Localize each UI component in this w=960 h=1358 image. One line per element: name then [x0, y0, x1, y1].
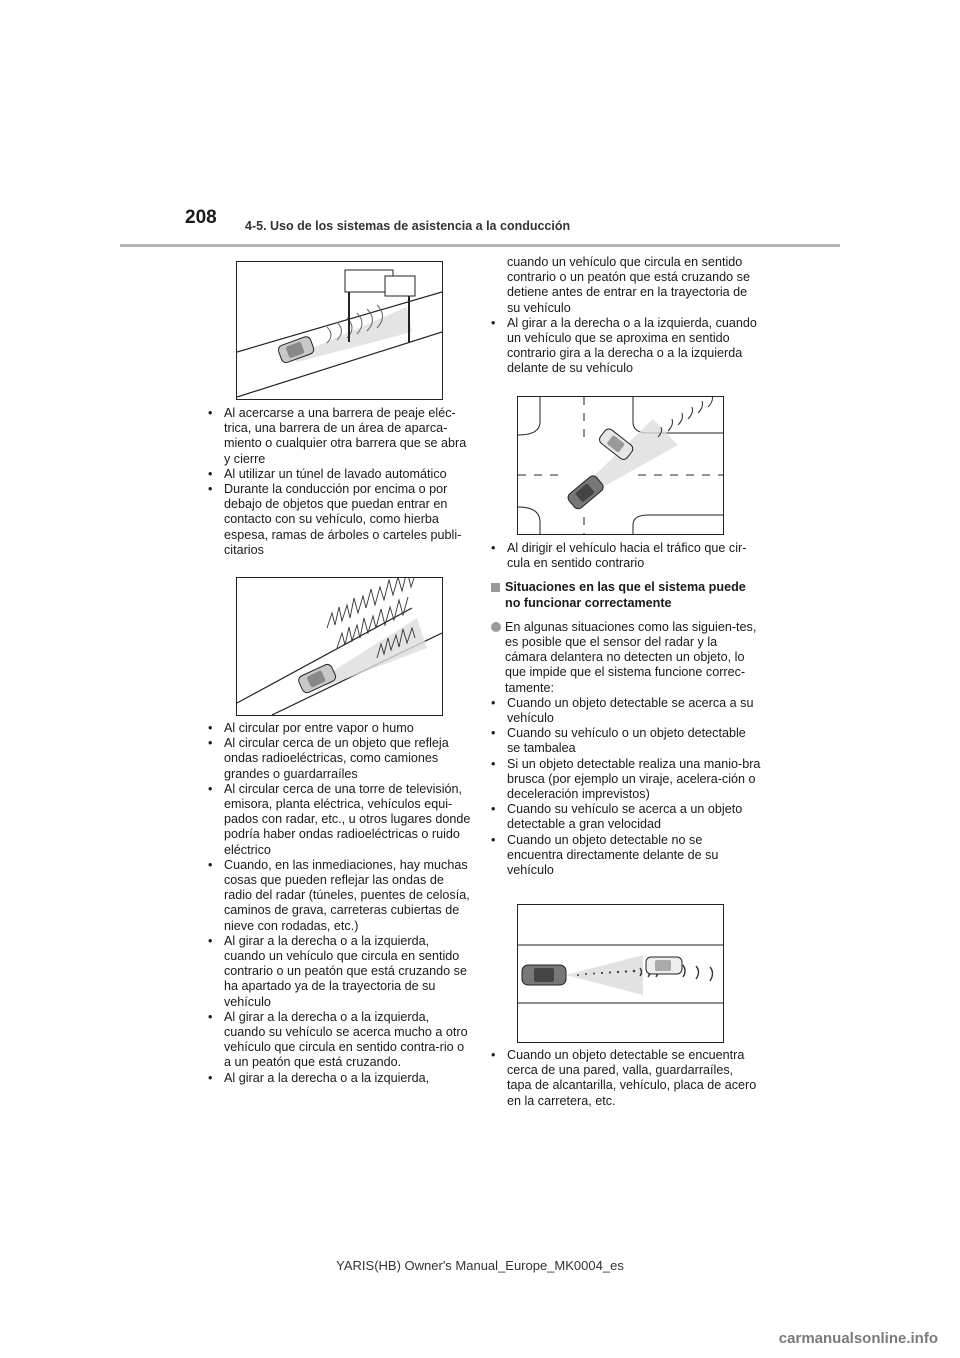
list-item: • Cuando, en las inmediaciones, hay muchas cosas que pueden reflejar las ondas de radio del radar (túneles, puentes de celosía, caminos de grava, carreteras cubiertas de nieve con rodadas, etc.)	[208, 858, 473, 934]
list-item: • Al girar a la derecha o a la izquierda, cuando un vehículo que circula en sentido contrario o un peatón que está cruzando se ha apartado ya de la trayectoria de su vehículo	[208, 934, 473, 1010]
list-item: • Cuando un objeto detectable se encuentra cerca de una pared, valla, guardarraíles, tapa de alcantarilla, vehículo, placa de acero en la carretera, etc.	[491, 1048, 761, 1109]
list-item: • Cuando su vehículo se acerca a un objeto detectable a gran velocidad	[491, 802, 761, 832]
header-divider	[120, 244, 840, 247]
list-item: • Al girar a la derecha o a la izquierda,	[208, 1071, 473, 1086]
bullet-list-detection	[491, 696, 761, 878]
subheading-text: Situaciones en las que el sistema puede no funcionar correctamente	[505, 580, 746, 610]
circle-bullet-icon	[491, 622, 501, 632]
figure-toll-barrier	[236, 261, 443, 400]
bullet-list-turning	[491, 316, 761, 377]
bullet-list-oncoming	[491, 541, 761, 571]
footer-manual-id: YARIS(HB) Owner's Manual_Europe_MK0004_es	[336, 1258, 624, 1273]
continuation-text	[491, 255, 761, 316]
list-item: • Al circular cerca de un objeto que refleja ondas radioeléctricas, como camiones grandes o guardarraíles	[208, 736, 473, 782]
list-item: • Al dirigir el vehículo hacia el tráfico que cir-cula en sentido contrario	[491, 541, 761, 571]
list-item: • Al acercarse a una barrera de peaje eléc-trica, una barrera de un área de aparca-miento o cualquier otra barrera que se abra y cierre	[208, 406, 473, 467]
bullet-list-interference	[208, 721, 473, 1086]
subheading-malfunction	[491, 580, 761, 610]
page-number: 208	[185, 207, 217, 228]
figure-intersection	[517, 396, 724, 535]
list-item: • Al girar a la derecha o a la izquierda, cuando un vehículo que se aproxima en sentido contrario gira a la derecha o a la izquierda delante de su vehículo	[491, 316, 761, 377]
square-bullet-icon	[491, 583, 500, 592]
intro-paragraph	[491, 620, 761, 696]
figure-offset-vehicle	[517, 904, 724, 1043]
list-item: • Al circular cerca de una torre de televisión, emisora, planta eléctrica, vehículos equi-pados con radar, etc., u otros lugares donde podría haber ondas radioeléctricas o ruido eléctrico	[208, 782, 473, 858]
list-item: • Cuando su vehículo o un objeto detectable se tambalea	[491, 726, 761, 756]
list-item: • Cuando un objeto detectable no se encuentra directamente delante de su vehículo	[491, 833, 761, 879]
bullet-list-barriers	[208, 406, 473, 558]
list-item: • Si un objeto detectable realiza una manio-bra brusca (por ejemplo un viraje, acelera-ción o deceleración imprevistos)	[491, 757, 761, 803]
figure-tall-grass	[236, 577, 443, 716]
bullet-list-walls	[491, 1048, 761, 1109]
list-item: • Al utilizar un túnel de lavado automático	[208, 467, 473, 482]
list-item: • Al circular por entre vapor o humo	[208, 721, 473, 736]
list-item-continuation: cuando un vehículo que circula en sentido contrario o un peatón que está cruzando se detiene antes de entrar en la trayectoria de su vehículo	[507, 255, 750, 315]
list-item: • Durante la conducción por encima o por debajo de objetos que puedan entrar en contacto con su vehículo, como hierba espesa, ramas de árboles o carteles publi-citarios	[208, 482, 473, 558]
list-item: • Cuando un objeto detectable se acerca a su vehículo	[491, 696, 761, 726]
paragraph-text: En algunas situaciones como las siguien-tes, es posible que el sensor del radar y la cámara delantera no detecten un objeto, lo que impide que el sistema funcione correc-tamente:	[505, 619, 757, 695]
list-item: • Al girar a la derecha o a la izquierda, cuando su vehículo se acerca mucho a otro vehículo que circula en sentido contra-rio o a un peatón que está cruzando.	[208, 1010, 473, 1071]
watermark: carmanualsonline.info	[778, 1330, 938, 1347]
section-title: 4-5. Uso de los sistemas de asistencia a la conducción	[245, 219, 571, 233]
